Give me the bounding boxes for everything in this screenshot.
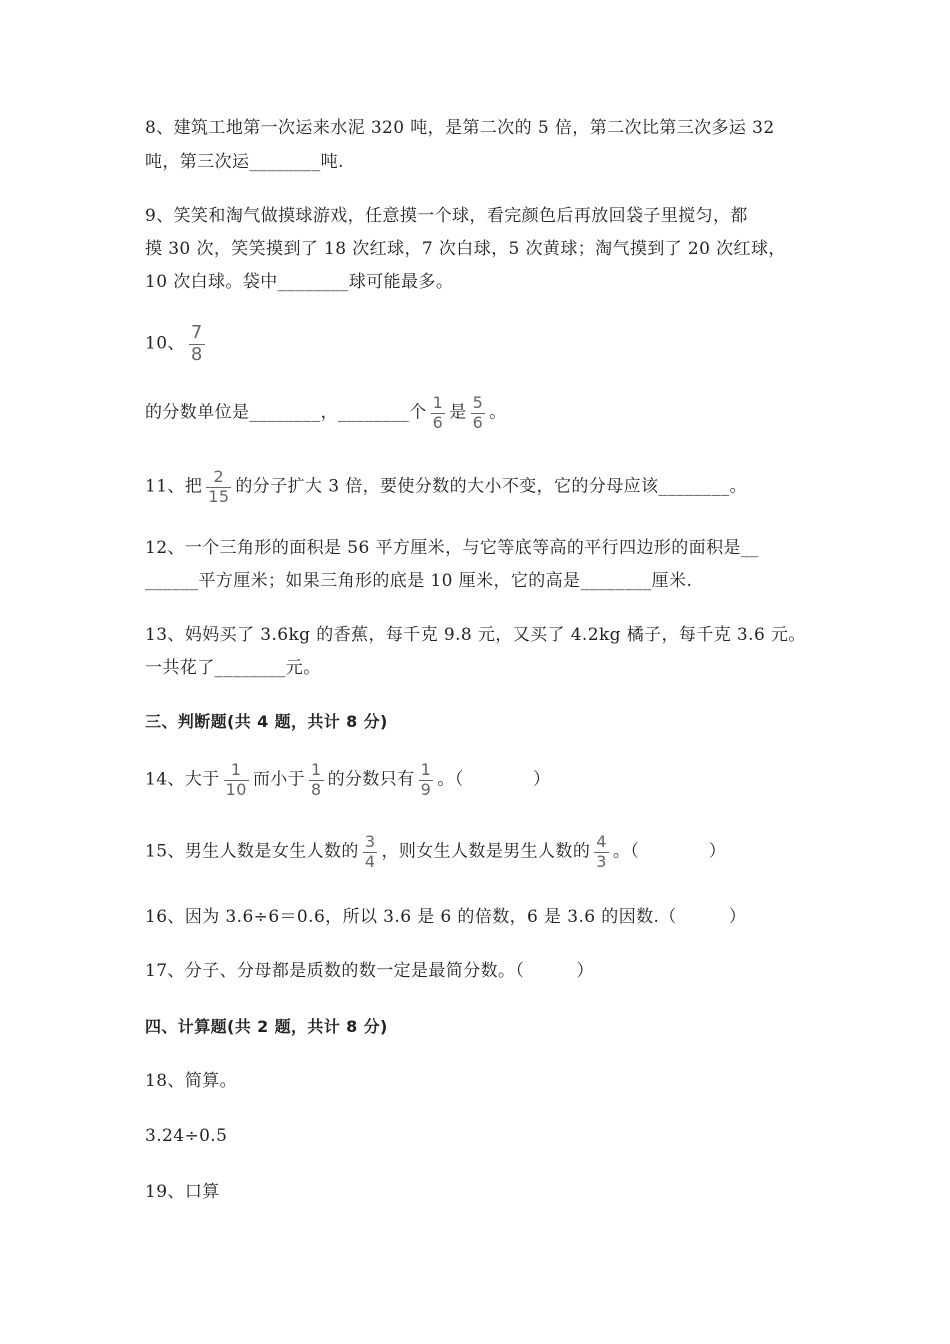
fraction-numerator: 1	[432, 393, 444, 412]
fraction-denominator: 15	[208, 487, 230, 506]
q10-text-3: 。	[489, 402, 507, 423]
q15-prefix: 15、男生人数是女生人数的	[145, 841, 359, 862]
q10-body	[145, 395, 507, 431]
q18-expression: 3.24÷0.5	[145, 1126, 228, 1146]
q16-line: 16、因为 3.6÷6＝0.6，所以 3.6 是 6 的倍数，6 是 3.6 的因数.（ ）	[145, 907, 747, 927]
q18-title: 18、简算。	[145, 1071, 238, 1091]
fraction-numerator: 1	[311, 760, 322, 779]
fraction-denominator: 10	[225, 780, 247, 799]
fraction-denominator: 8	[190, 344, 203, 365]
q15-fraction-b	[594, 834, 609, 870]
fraction-denominator: 8	[311, 780, 322, 799]
q13-line-1: 13、妈妈买了 3.6kg 的香蕉，每千克 9.8 元，又买了 4.2kg 橘子，每千克 3.6 元。	[145, 625, 806, 645]
q8-line-2: 吨，第三次运________吨.	[145, 152, 344, 172]
q9-line-2: 摸 30 次，笑笑摸到了 18 次红球，7 次白球，5 次黄球；淘气摸到了 20 次红球，	[145, 239, 786, 259]
q10-fraction-b	[471, 395, 486, 431]
q14-fraction-a	[224, 762, 249, 798]
fraction-denominator: 4	[364, 852, 376, 871]
fraction-numerator: 2	[213, 467, 225, 486]
q14-line	[145, 762, 551, 798]
q9-line-3: 10 次白球。袋中________球可能最多。	[145, 272, 454, 292]
fraction-numerator: 1	[230, 760, 242, 779]
q14-text-3: 。（ ）	[437, 769, 551, 790]
q10-prefix: 10、	[145, 333, 185, 354]
fraction-numerator: 5	[472, 393, 484, 412]
q10-header	[145, 324, 209, 364]
fraction-denominator: 3	[596, 852, 607, 871]
q14-text-2: 的分数只有	[327, 769, 415, 790]
q11-line	[145, 469, 747, 505]
fraction-numerator: 1	[420, 760, 432, 779]
q10-text-1: 的分数单位是________，________个	[145, 402, 427, 423]
q13-line-2: 一共花了________元。	[145, 658, 321, 678]
q14-prefix: 14、大于	[145, 769, 220, 790]
fraction-denominator: 9	[420, 780, 432, 799]
q15-line	[145, 834, 726, 870]
q12-line-2: ______平方厘米；如果三角形的底是 10 厘米，它的高是________厘米.	[145, 571, 693, 591]
q17-line: 17、分子、分母都是质数的数一定是最简分数。（ ）	[145, 961, 594, 981]
q14-fraction-c	[419, 762, 434, 798]
q10-main-fraction	[189, 324, 205, 364]
fraction-denominator: 6	[432, 413, 444, 432]
q15-fraction-a	[363, 834, 378, 870]
q11-text: 的分子扩大 3 倍，要使分数的大小不变，它的分母应该________。	[235, 476, 748, 497]
q12-line-1: 12、一个三角形的面积是 56 平方厘米，与它等底等高的平行四边形的面积是__	[145, 538, 759, 558]
section-4-heading: 四、计算题(共 2 题，共计 8 分)	[145, 1017, 388, 1036]
q9-line-1: 9、笑笑和淘气做摸球游戏，任意摸一个球，看完颜色后再放回袋子里搅匀，都	[145, 206, 748, 226]
q19-title: 19、口算	[145, 1182, 220, 1202]
q10-fraction-a	[431, 395, 446, 431]
fraction-numerator: 4	[596, 832, 607, 851]
q11-fraction	[206, 469, 231, 505]
q15-text-2: 。（ ）	[612, 841, 727, 862]
q8-line-1: 8、建筑工地第一次运来水泥 320 吨，是第二次的 5 倍，第二次比第三次多运 32	[145, 118, 775, 138]
q11-prefix: 11、把	[145, 476, 203, 497]
q15-text-1: ，则女生人数是男生人数的	[381, 841, 591, 862]
q14-text-1: 而小于	[252, 769, 306, 790]
fraction-numerator: 3	[364, 832, 376, 851]
fraction-numerator: 7	[190, 322, 203, 343]
section-3-heading: 三、判断题(共 4 题，共计 8 分)	[145, 712, 388, 731]
q10-text-2: 是	[449, 402, 467, 423]
q14-fraction-b	[309, 762, 324, 798]
fraction-denominator: 6	[472, 413, 484, 432]
